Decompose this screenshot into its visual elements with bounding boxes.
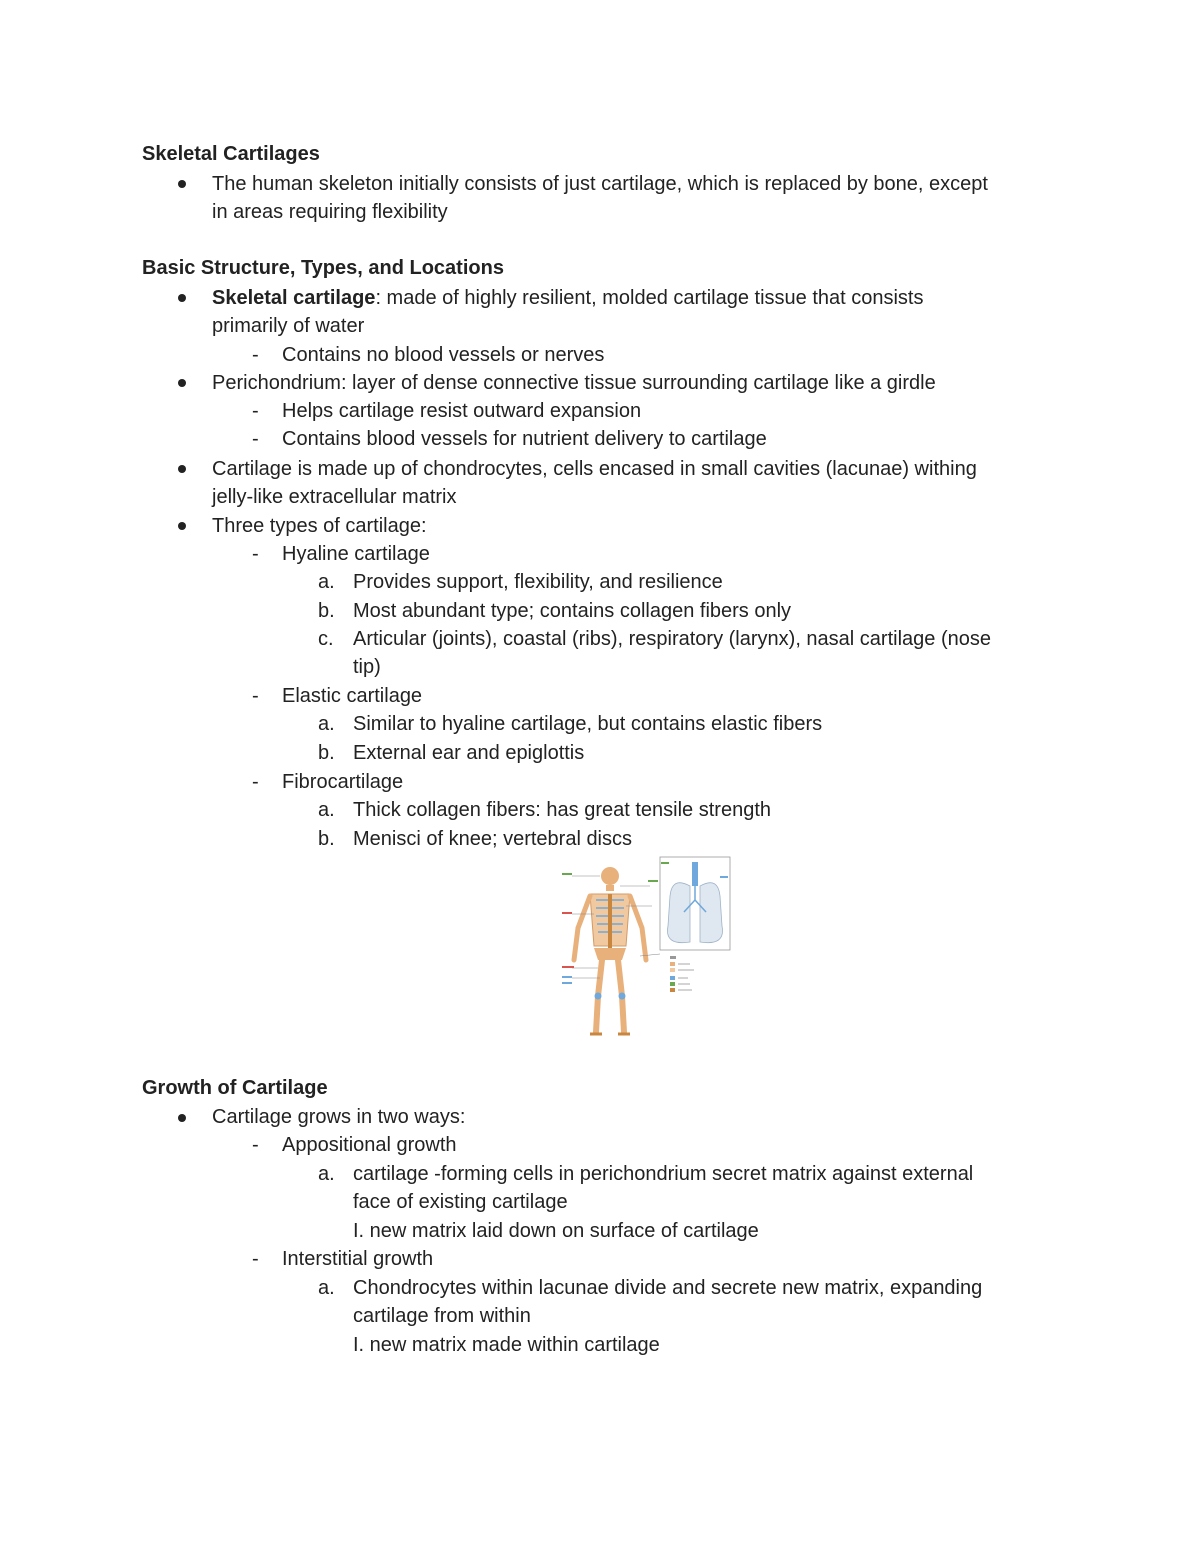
bullet-text: Cartilage grows in two ways:	[212, 1106, 466, 1128]
list-letter: a.	[318, 571, 335, 593]
list-letter: b.	[318, 828, 335, 850]
term-definition: : made of highly resilient, molded cartilage tissue that consists	[375, 287, 924, 309]
sub-item-text: Appositional growth	[282, 1134, 457, 1156]
bullet-text: The human skeleton initially consists of just cartilage, which is replaced by bone, except	[212, 173, 988, 195]
list-letter: a.	[318, 713, 335, 735]
section-heading-skeletal-cartilages: Skeletal Cartilages	[142, 143, 320, 165]
figure-legend	[670, 956, 694, 992]
term-skeletal-cartilage: Skeletal cartilage	[212, 287, 376, 309]
dash-marker: -	[252, 685, 259, 707]
bullet-text: Cartilage is made up of chondrocytes, cells encased in small cavities (lacunae) withing	[212, 458, 977, 480]
cartilage-locations-figure	[560, 856, 732, 1040]
skeleton-illustration	[574, 867, 646, 1034]
lettered-item-text: Most abundant type; contains collagen fibers only	[353, 600, 792, 622]
lettered-item-text: cartilage -forming cells in perichondrium secret matrix against external	[353, 1163, 974, 1185]
sub-item-text: Fibrocartilage	[282, 771, 404, 793]
bullet-text: Three types of cartilage:	[212, 515, 427, 537]
lettered-item-text: Menisci of knee; vertebral discs	[353, 828, 633, 850]
dash-marker: -	[252, 543, 259, 565]
lettered-item-text: Chondrocytes within lacunae divide and secrete new matrix, expanding	[353, 1277, 983, 1299]
lettered-item-text: Articular (joints), coastal (ribs), respiratory (larynx), nasal cartilage (nose	[353, 628, 991, 650]
lettered-item-text: Provides support, flexibility, and resilience	[353, 571, 723, 593]
bullet-text-continuation: primarily of water	[212, 315, 365, 337]
list-letter: a.	[318, 1163, 335, 1185]
sub-item-text: Contains no blood vessels or nerves	[282, 344, 605, 366]
lettered-item-text: Thick collagen fibers: has great tensile strength	[353, 799, 771, 821]
bullet-text: Perichondrium: layer of dense connective tissue surrounding cartilage like a girdle	[212, 372, 936, 394]
section-heading-basic-structure: Basic Structure, Types, and Locations	[142, 257, 504, 279]
bullet-marker	[178, 294, 186, 302]
lettered-item-text: External ear and epiglottis	[353, 742, 585, 764]
dash-marker: -	[252, 400, 259, 422]
dash-marker: -	[252, 428, 259, 450]
bullet-marker	[178, 465, 186, 473]
sub-item-text: Helps cartilage resist outward expansion	[282, 400, 642, 422]
roman-item-text: I. new matrix made within cartilage	[353, 1334, 660, 1356]
sub-item-text: Contains blood vessels for nutrient delivery to cartilage	[282, 428, 767, 450]
bullet-marker	[178, 180, 186, 188]
bullet-text-continuation: in areas requiring flexibility	[212, 201, 448, 223]
list-letter: a.	[318, 1277, 335, 1299]
section-heading-growth-of-cartilage: Growth of Cartilage	[142, 1077, 328, 1099]
bullet-text	[212, 284, 923, 312]
dash-marker: -	[252, 771, 259, 793]
list-letter: a.	[318, 799, 335, 821]
roman-item-text: I. new matrix laid down on surface of cartilage	[353, 1220, 759, 1242]
dash-marker: -	[252, 1134, 259, 1156]
sub-item-text: Elastic cartilage	[282, 685, 423, 707]
lungs-inset	[660, 857, 730, 950]
list-letter: c.	[318, 628, 334, 650]
bullet-marker	[178, 379, 186, 387]
lettered-item-continuation: cartilage from within	[353, 1305, 531, 1327]
dash-marker: -	[252, 344, 259, 366]
bullet-marker	[178, 522, 186, 530]
lettered-item-continuation: face of existing cartilage	[353, 1191, 568, 1213]
bullet-marker	[178, 1114, 186, 1122]
sub-item-text: Interstitial growth	[282, 1248, 434, 1270]
bullet-text-continuation: jelly-like extracellular matrix	[212, 486, 457, 508]
list-letter: b.	[318, 600, 335, 622]
sub-item-text: Hyaline cartilage	[282, 543, 430, 565]
lettered-item-continuation: tip)	[353, 656, 381, 678]
dash-marker: -	[252, 1248, 259, 1270]
lettered-item-text: Similar to hyaline cartilage, but contains elastic fibers	[353, 713, 823, 735]
list-letter: b.	[318, 742, 335, 764]
